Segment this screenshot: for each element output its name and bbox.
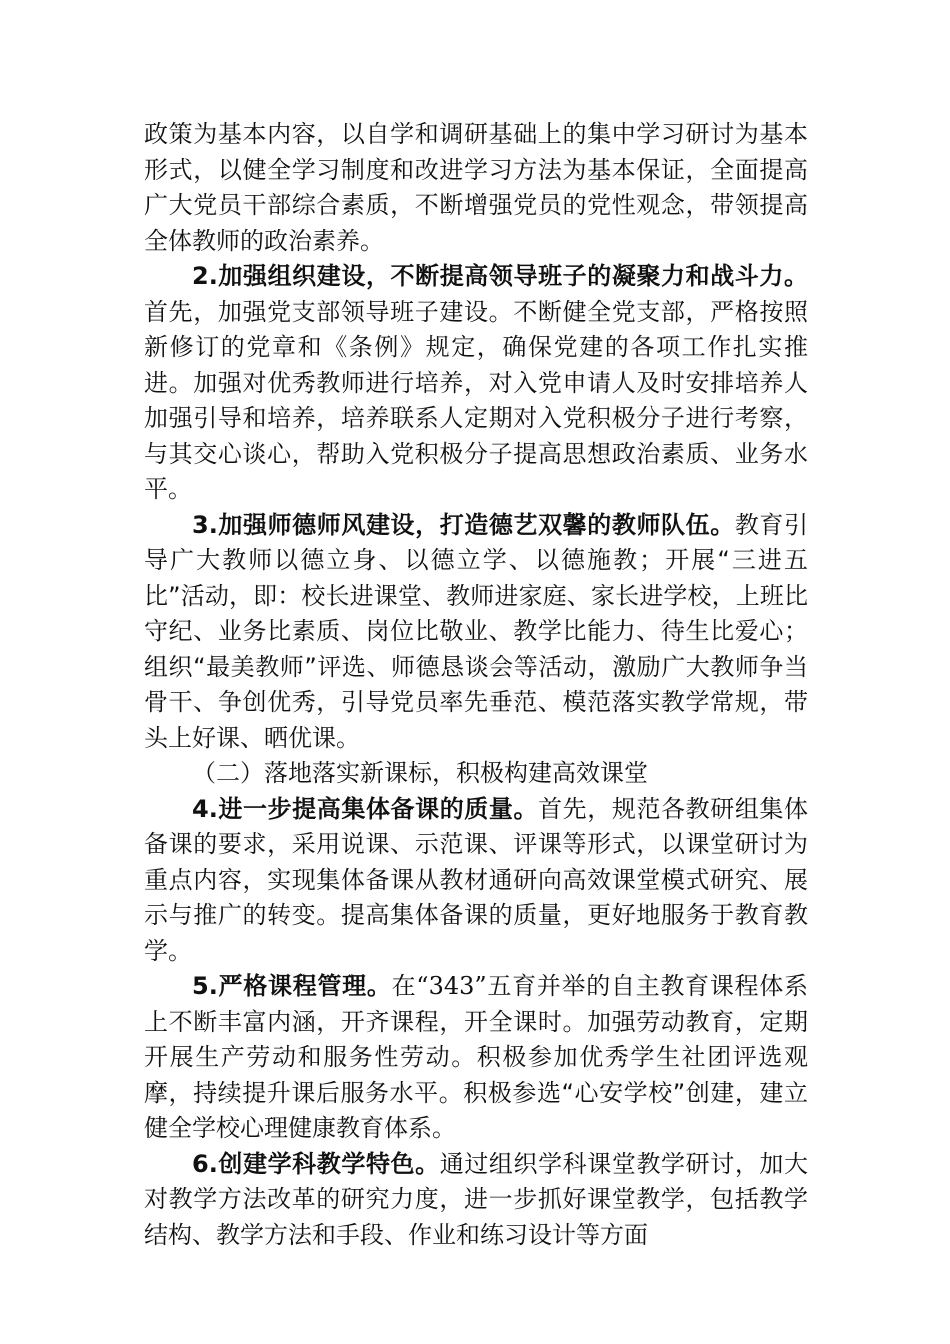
paragraph-item-4: [144, 792, 808, 970]
item-heading: 2.加强组织建设，不断提高领导班子的凝聚力和战斗力。: [192, 262, 808, 290]
section-heading: （二）落地落实新课标，积极构建高效课堂: [192, 759, 648, 787]
paragraph-item-6: [144, 1147, 808, 1254]
paragraph-item-3: [144, 508, 808, 757]
item-heading: 5.严格课程管理。: [192, 972, 392, 1000]
item-body-pre: 在: [391, 972, 417, 1000]
item-body: 首先，规范各教研组集体备课的要求，采用说课、示范课、评课等形式，以课堂研讨为重点内容，实现集体备课从教材通研向高效课堂模式研究、展示与推广的转变。提高集体备课的质量，更好地服务于教育教学。: [144, 794, 808, 965]
item-heading: 6.创建学科教学特色。: [192, 1149, 440, 1178]
item-body: 通过组织学科课堂教学研讨，加大对教学方法改革的研究力度，进一步抓好课堂教学，包括教学结构、教学方法和手段、作业和练习设计等方面: [144, 1149, 809, 1249]
item-body-post: 五育并举的自主教育课程体系上不断丰富内涵，开齐课程，开全课时。加强劳动教育，定期开展生产劳动和服务性劳动。积极参加优秀学生社团评选观摩，持续提升课后服务水平。积极参选“心安学校”创建，建立健全学校心理健康教育体系。: [144, 972, 808, 1142]
paragraph-item-5: [144, 969, 808, 1147]
item-heading: 4.进一步提高集体备课的质量。: [192, 794, 539, 823]
document-body: [144, 117, 808, 1253]
item-body: 首先，加强党支部领导班子建设。不断健全党支部，严格按照新修订的党章和《条例》规定，确保党建的各项工作扎实推进。加强对优秀教师进行培养，对入党申请人及时安排培养人加强引导和培养，培养联系人定期对入党积极分子进行考察，与其交心谈心，帮助入党积极分子提高思想政治素质、业务水平。: [144, 297, 808, 503]
item-body: 教育引导广大教师以德立身、以德立学、以德施教；开展“三进五比”活动，即：校长进课堂、教师进家庭、家长进学校，上班比守纪、业务比素质、岗位比敬业、教学比能力、待生比爱心；组织“最美教师”评选、师德恳谈会等活动，激励广大教师争当骨干、争创优秀，引导党员率先垂范、模范落实教学常规，带头上好课、晒优课。: [144, 510, 808, 752]
item-body-quote: “343”: [416, 972, 487, 1000]
item-heading: 3.加强师德师风建设，打造德艺双馨的教师队伍。: [192, 510, 735, 539]
paragraph-continuation: 政策为基本内容，以自学和调研基础上的集中学习研讨为基本形式，以健全学习制度和改进学习方法为基本保证，全面提高广大党员干部综合素质，不断增强党员的党性观念，带领提高全体教师的政治素养。: [144, 120, 808, 255]
paragraph-item-2: [144, 259, 808, 508]
